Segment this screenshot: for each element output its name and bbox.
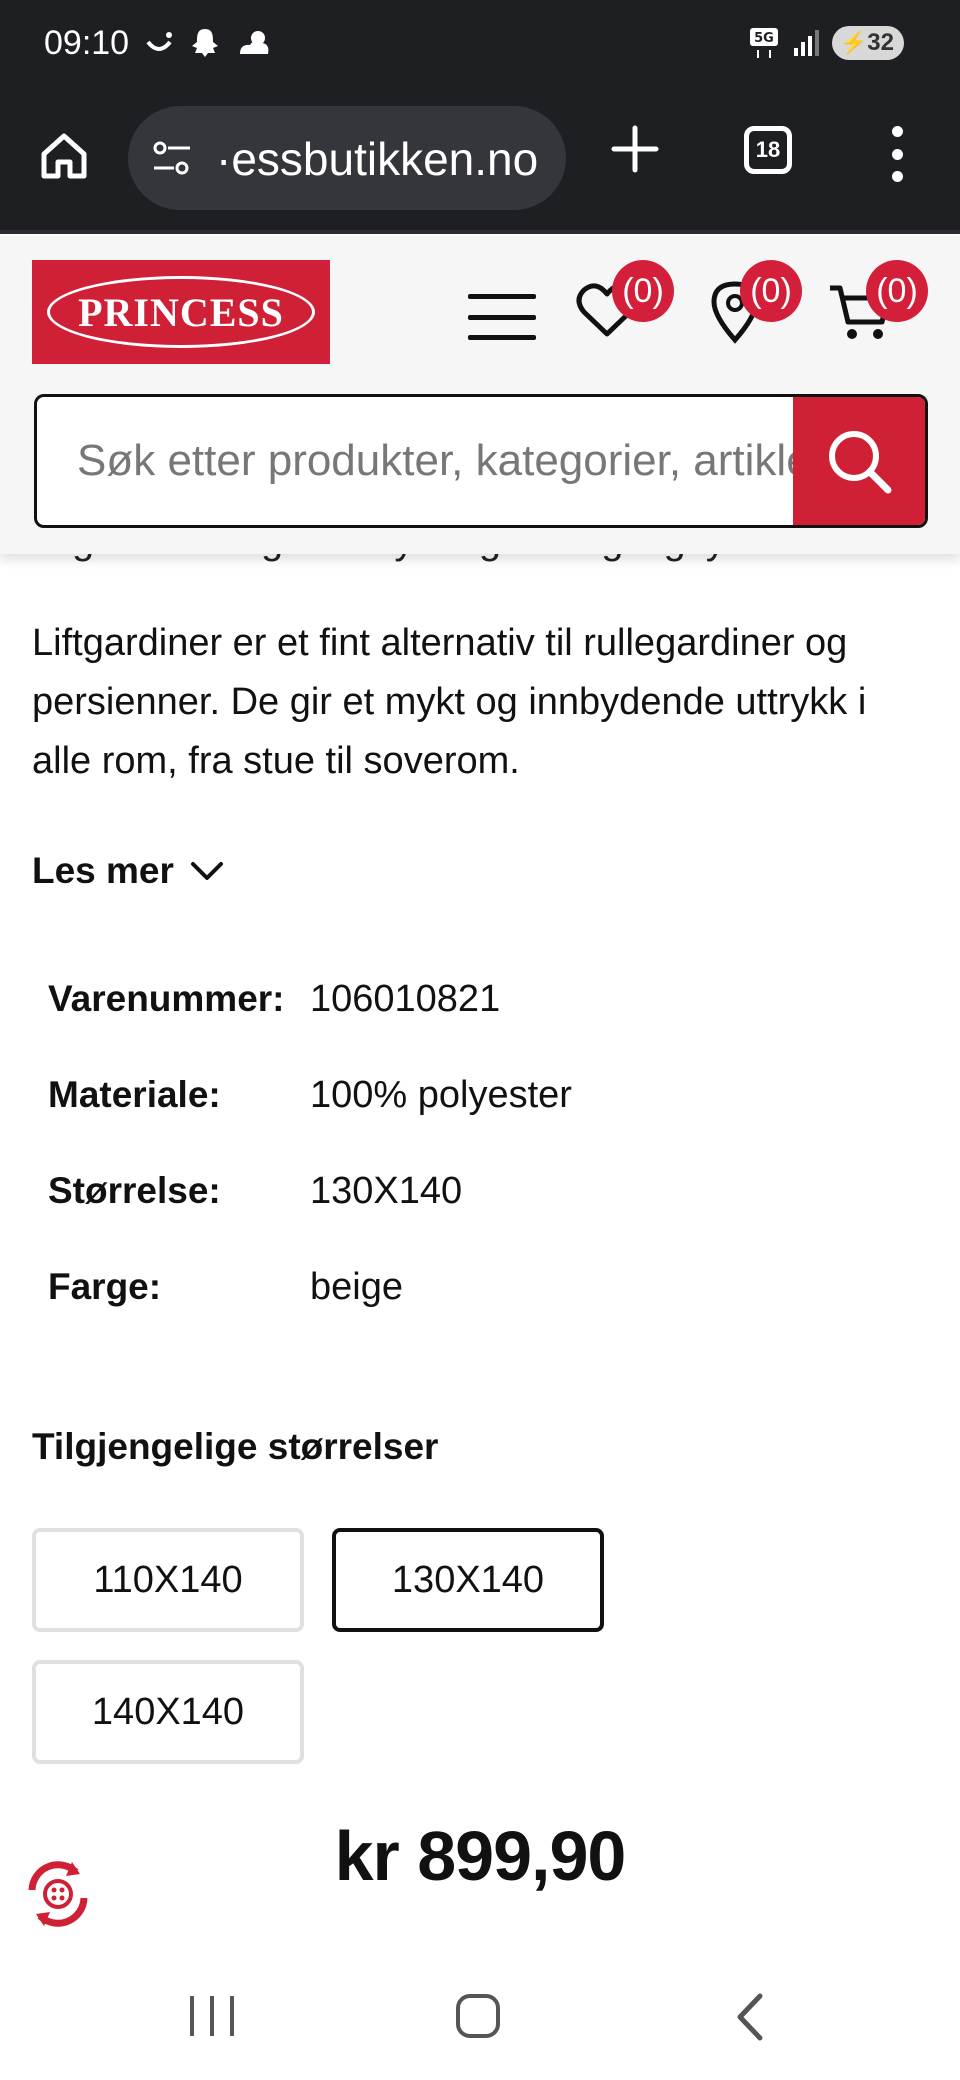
search-bar <box>34 394 928 528</box>
chevron-down-icon <box>190 860 224 882</box>
notification-icons <box>142 26 274 60</box>
menu-icon[interactable] <box>468 294 536 340</box>
tab-count: 18 <box>755 137 781 162</box>
spec-label: Materiale: <box>48 1074 221 1115</box>
spec-label: Størrelse: <box>48 1170 221 1211</box>
recent-apps-icon[interactable] <box>190 1996 234 2036</box>
spec-value: 106010821 <box>310 978 501 1020</box>
battery-charging-icon <box>832 26 904 60</box>
svg-text:5G: 5G <box>754 31 774 46</box>
wishlist-button[interactable] <box>572 271 664 356</box>
spec-label: Varenummer: <box>48 978 285 1019</box>
status-bar <box>0 0 960 92</box>
signal-icon <box>792 28 822 58</box>
more-vert-icon[interactable] <box>882 126 912 182</box>
tabs-icon[interactable] <box>744 126 792 174</box>
weather-icon <box>234 26 274 60</box>
recycle-icon[interactable] <box>18 1854 98 1934</box>
clock: 09:10 <box>44 24 130 62</box>
search-button[interactable] <box>793 397 925 525</box>
spec-row <box>48 978 848 1074</box>
plus-icon[interactable] <box>608 122 662 176</box>
product-price: kr 899,90 <box>334 1817 626 1895</box>
read-more-button[interactable] <box>32 850 224 892</box>
home-nav-icon[interactable] <box>456 1994 500 2038</box>
snapchat-ghost-icon <box>188 26 222 60</box>
spec-value: 100% polyester <box>310 1074 572 1116</box>
browser-toolbar <box>0 92 960 234</box>
battery-level: 32 <box>867 29 894 56</box>
stores-count-badge: (0) <box>740 260 802 322</box>
cart-count-badge: (0) <box>866 260 928 322</box>
princess-logo[interactable] <box>32 260 330 364</box>
product-description: Liftgardiner er et fint alternativ til rullegardiner og persienner. De gir et mykt og innbydende uttrykk i alle rom, fra stue til soverom. <box>32 622 867 782</box>
tune-icon[interactable] <box>150 138 194 178</box>
search-icon <box>822 424 896 498</box>
address-bar[interactable] <box>128 106 566 210</box>
system-nav-bar <box>0 1962 960 2080</box>
back-icon[interactable] <box>732 1992 768 2042</box>
spec-row <box>48 1266 848 1362</box>
spec-table <box>48 978 848 1362</box>
network-5g-icon <box>748 26 782 60</box>
wishlist-count-badge: (0) <box>612 260 674 322</box>
cart-button[interactable] <box>826 271 918 356</box>
size-option-110x140[interactable]: 110X140 <box>32 1528 304 1632</box>
spec-value: beige <box>310 1266 403 1308</box>
search-input[interactable] <box>37 397 797 525</box>
size-option-140x140[interactable]: 140X140 <box>32 1660 304 1764</box>
url-text: ·essbutikken.no <box>216 133 539 185</box>
spec-row <box>48 1074 848 1170</box>
logo-text: PRINCESS <box>47 276 315 348</box>
site-header <box>0 236 960 554</box>
system-indicators <box>748 26 904 60</box>
sizes-heading: Tilgjengelige størrelser <box>32 1426 439 1467</box>
read-more-label: Les mer <box>32 850 174 891</box>
spec-label: Farge: <box>48 1266 162 1307</box>
size-option-130x140[interactable]: 130X140 <box>332 1528 604 1632</box>
bolt-icon: ⚡ <box>840 30 868 55</box>
smile-icon <box>142 26 176 60</box>
spec-value: 130X140 <box>310 1170 463 1212</box>
store-locator-button[interactable] <box>700 271 792 356</box>
spec-row <box>48 1170 848 1266</box>
home-icon[interactable] <box>36 128 92 184</box>
